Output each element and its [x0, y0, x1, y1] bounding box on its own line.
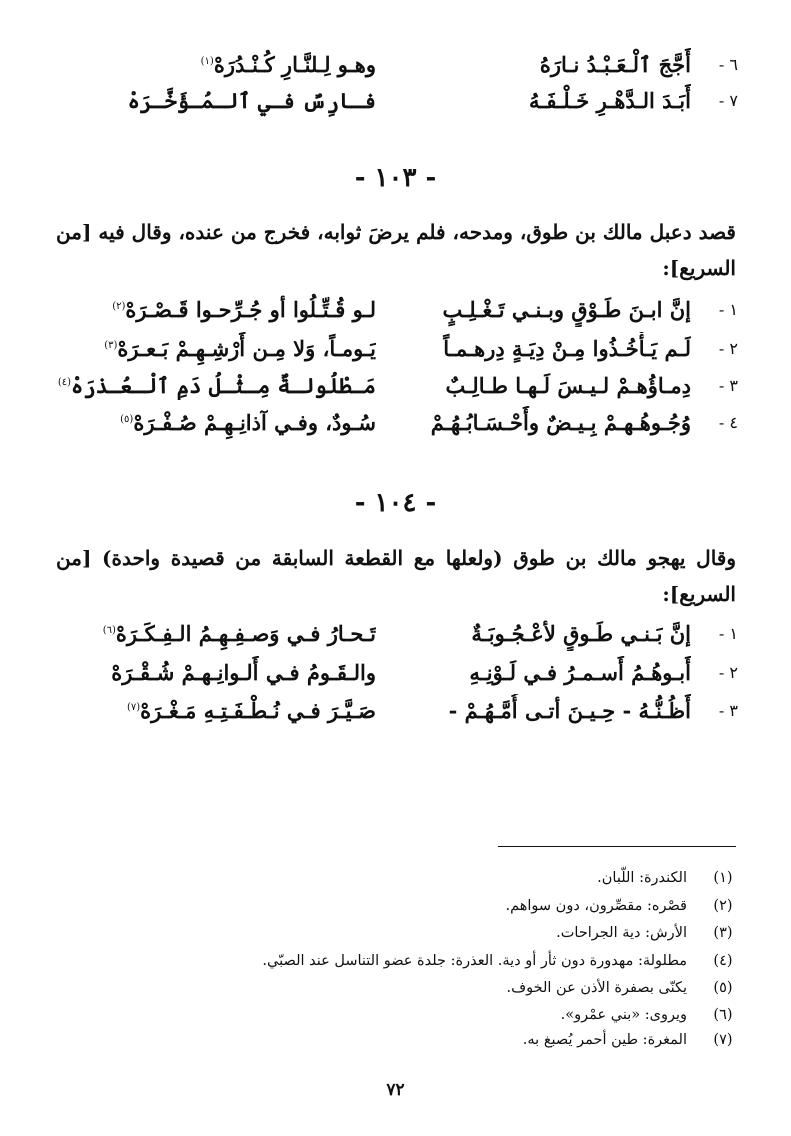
- verse-text: سُـودٌ، وفـي آذانِـهِـمْ صُـفْـرَهْ: [133, 410, 376, 435]
- verse-line: [0, 48, 791, 82]
- verse-line: [0, 293, 791, 327]
- verse-text: فـارِسٌ فـي ٱلـمُـؤَخَّـرَهْ: [127, 88, 376, 113]
- verse-number: ٤ -: [718, 413, 738, 432]
- footnote-ref[interactable]: (٧): [126, 702, 141, 713]
- verse-second-hemistich: [44, 694, 376, 728]
- page-number: ٧٢: [386, 1080, 405, 1100]
- footnote-number: (٣): [713, 925, 733, 941]
- footnote-number: (٤): [713, 953, 733, 969]
- footnote-number: (٦): [713, 1007, 733, 1023]
- footnote-item: [0, 894, 791, 918]
- verse-first-hemistich: لَـم يَـأْخُـذُوا مِـنْ دِيَـةٍ دِرهـمـاً: [443, 336, 691, 361]
- verse-text: وهـو لِـلنَّـارِ كُـنْـدُرَهْ: [213, 52, 376, 77]
- footnote-ref[interactable]: (٤): [57, 377, 72, 388]
- verse-number: ١ -: [718, 624, 738, 643]
- verse-text: يَـومـاً، وَلا مِـن أَرْشِـهِـمْ بَـعـرَهْ: [117, 336, 376, 361]
- verse-second-hemistich: [44, 293, 376, 327]
- verse-text: مَـطْلُولـةٌ مِـثْـلُ دَمِ ٱلْـعُـذرَهْ: [71, 373, 376, 398]
- footnote-item: [0, 866, 791, 890]
- verse-first-hemistich: دِمـاؤُهـمْ لـيـسَ لَـهـا طـالِـبٌ: [445, 373, 691, 398]
- verse-first-hemistich: إنَّ بَـنـي طَـوقٍ لأعْـجُـوبَـةٌ: [471, 621, 691, 646]
- verse-second-hemistich: [44, 369, 376, 403]
- verse-line: [0, 84, 791, 118]
- section-intro-104: وقال يهجو مالك بن طوق (ولعلها مع القطعة السابقة من قصيدة واحدة) [من السريع]:: [56, 546, 736, 606]
- footnote-number: (١): [713, 870, 733, 886]
- verse-number: ٢ -: [718, 663, 738, 682]
- footnote-text: المغرة: طين أحمر يُصبغ به.: [522, 1032, 687, 1048]
- verse-line: [0, 656, 791, 690]
- verse-number: ١ -: [718, 300, 738, 319]
- footnote-text: يكنّى بصفرة الأذن عن الخوف.: [506, 980, 687, 996]
- verse-text: والـقَـومُ فـي أَلـوانِـهـمْ شُـقْـرَهْ: [111, 660, 376, 685]
- section-intro-103: قصد دعبل مالك بن طوق، ومدحه، فلم يرضَ ثوابه، فخرج من عنده، وقال فيه [من السريع]:: [56, 220, 736, 280]
- verse-number: ٢ -: [718, 339, 738, 358]
- footnote-text: مطلولة: مهدورة دون ثأر أو دية. العذرة: جلدة عضو التناسل عند الصبّي.: [262, 953, 687, 969]
- footnote-ref[interactable]: (٢): [112, 301, 126, 312]
- verse-number: ٦ -: [718, 55, 738, 74]
- verse-second-hemistich: [44, 84, 376, 118]
- verse-text: لـو قُـتِّـلُوا أو جُـرِّحـوا قَـصْـرَهْ: [125, 297, 376, 322]
- footnote-number: (٧): [713, 1032, 733, 1048]
- verse-line: [0, 369, 791, 403]
- verse-line: [0, 617, 791, 651]
- footnote-ref[interactable]: (١): [200, 56, 214, 67]
- footnote-item: [0, 921, 791, 945]
- verse-number: ٧ -: [718, 91, 738, 110]
- verse-number: ٣ -: [718, 701, 738, 720]
- verse-second-hemistich: [44, 656, 376, 690]
- verse-first-hemistich: أَظُـنُّـهُ - حِـيـنَ أتـى أُمَّـهُـمْ -: [448, 698, 691, 723]
- footnote-text: الكندرة: اللُّبان.: [597, 870, 687, 886]
- verse-second-hemistich: [44, 332, 376, 366]
- verse-number: ٣ -: [718, 376, 738, 395]
- footnote-number: (٢): [713, 898, 733, 914]
- verse-first-hemistich: إنَّ ابـنَ طَـوْقٍ وبـنـي تَـغْـلِـبٍ: [442, 297, 691, 322]
- section-heading-103: - ١٠٣ -: [354, 163, 437, 193]
- footnote-ref[interactable]: (٣): [104, 340, 118, 351]
- section-heading-104: - ١٠٤ -: [354, 488, 437, 518]
- footnote-item: [0, 1003, 791, 1027]
- footnote-divider: [498, 846, 736, 847]
- footnote-text: الأرش: دية الجراحات.: [556, 925, 687, 941]
- verse-second-hemistich: [44, 617, 376, 651]
- footnote-ref[interactable]: (٦): [102, 625, 116, 636]
- verse-line: [0, 332, 791, 366]
- verse-first-hemistich: وُجُـوهُـهـمْ بِـيـضٌ وأَحْـسَـابُـهُـمْ: [430, 410, 691, 435]
- verse-text: صَـيَّـرَ فـي نُـطْـفَـتِـهِ مَـغْـرَهْ: [140, 698, 376, 723]
- footnote-ref[interactable]: (٥): [120, 414, 134, 425]
- verse-line: [0, 694, 791, 728]
- verse-line: [0, 406, 791, 440]
- verse-first-hemistich: أَبـوهُـمُ أَسـمـرُ فـي لَـوْنِـهِ: [469, 660, 691, 685]
- verse-second-hemistich: [44, 406, 376, 440]
- verse-first-hemistich: أَبَـدَ الـدَّهْـرِ خَـلْـفَـهُ: [529, 88, 691, 113]
- footnote-item: [0, 976, 791, 1000]
- footnote-item: [0, 1028, 791, 1052]
- footnote-text: ويروى: «بني عمْرو».: [560, 1007, 687, 1023]
- verse-second-hemistich: [44, 48, 376, 82]
- footnote-item: [0, 949, 791, 973]
- footnote-number: (٥): [713, 980, 733, 996]
- verse-first-hemistich: أَجَّجَ ٱلْـعَـبْـدُ نـارَهُ: [539, 52, 691, 77]
- verse-text: تَـحـارُ فـي وَصـفِـهِـمُ الـفِـكَـرَهْ: [115, 621, 376, 646]
- footnote-text: قصْره: مقصِّرون، دون سواهم.: [505, 898, 687, 914]
